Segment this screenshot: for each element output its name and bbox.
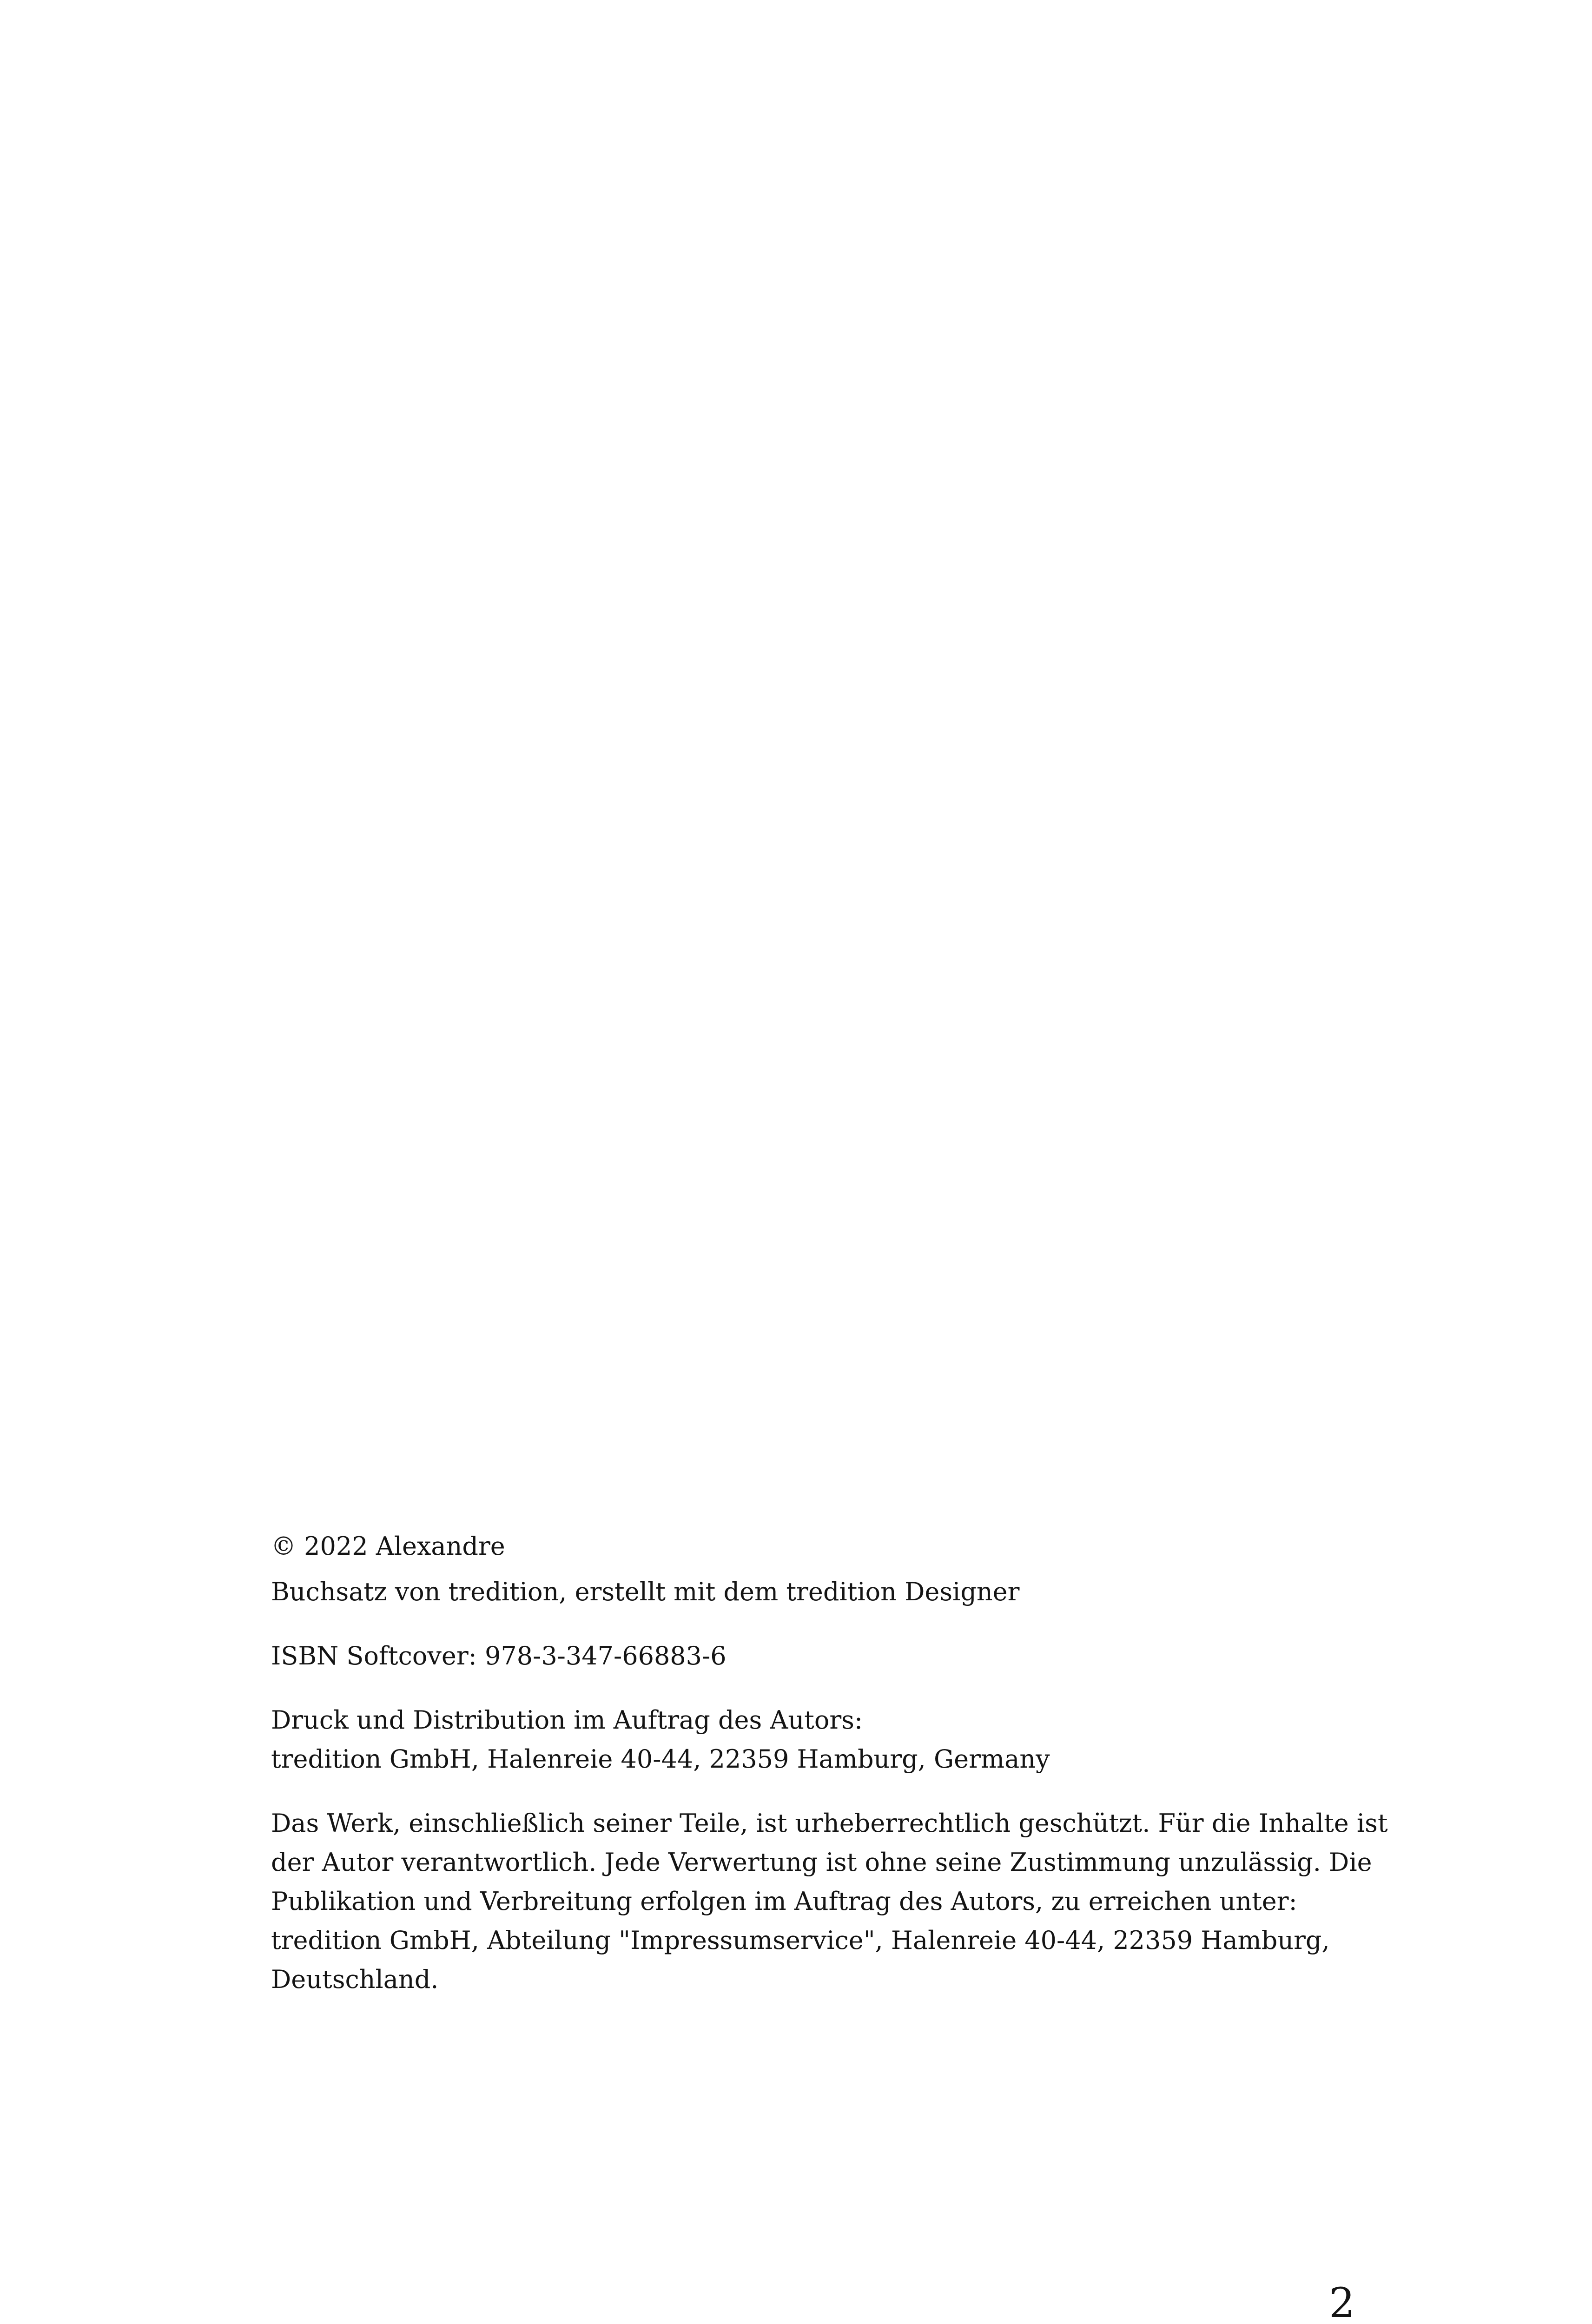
page-number: 2 — [1329, 2279, 1355, 2324]
print-distribution-line: Druck und Distribution im Auftrag des Autors: — [271, 1705, 863, 1735]
copyright-line: © 2022 Alexandre — [271, 1532, 505, 1561]
copyright-notice-line-4: tredition GmbH, Abteilung "Impressumservice", Halenreie 40-44, 22359 Hamburg, — [271, 1926, 1330, 1955]
imprint-block — [271, 1527, 1388, 1999]
copyright-notice-line-2: der Autor verantwortlich. Jede Verwertung ist ohne seine Zustimmung unzulässig. Die — [271, 1848, 1372, 1877]
typesetting-line: Buchsatz von tredition, erstellt mit dem tredition Designer — [271, 1577, 1020, 1606]
copyright-notice-line-5: Deutschland. — [271, 1965, 439, 1994]
publisher-address-line: tredition GmbH, Halenreie 40-44, 22359 Hamburg, Germany — [271, 1744, 1050, 1774]
isbn-line: ISBN Softcover: 978-3-347-66883-6 — [271, 1641, 727, 1670]
copyright-notice-line-1: Das Werk, einschließlich seiner Teile, ist urheberrechtlich geschützt. Für die Inhalte ist — [271, 1809, 1388, 1838]
copyright-notice — [271, 1804, 1388, 1999]
copyright-notice-line-3: Publikation und Verbreitung erfolgen im Auftrag des Autors, zu erreichen unter: — [271, 1887, 1297, 1916]
